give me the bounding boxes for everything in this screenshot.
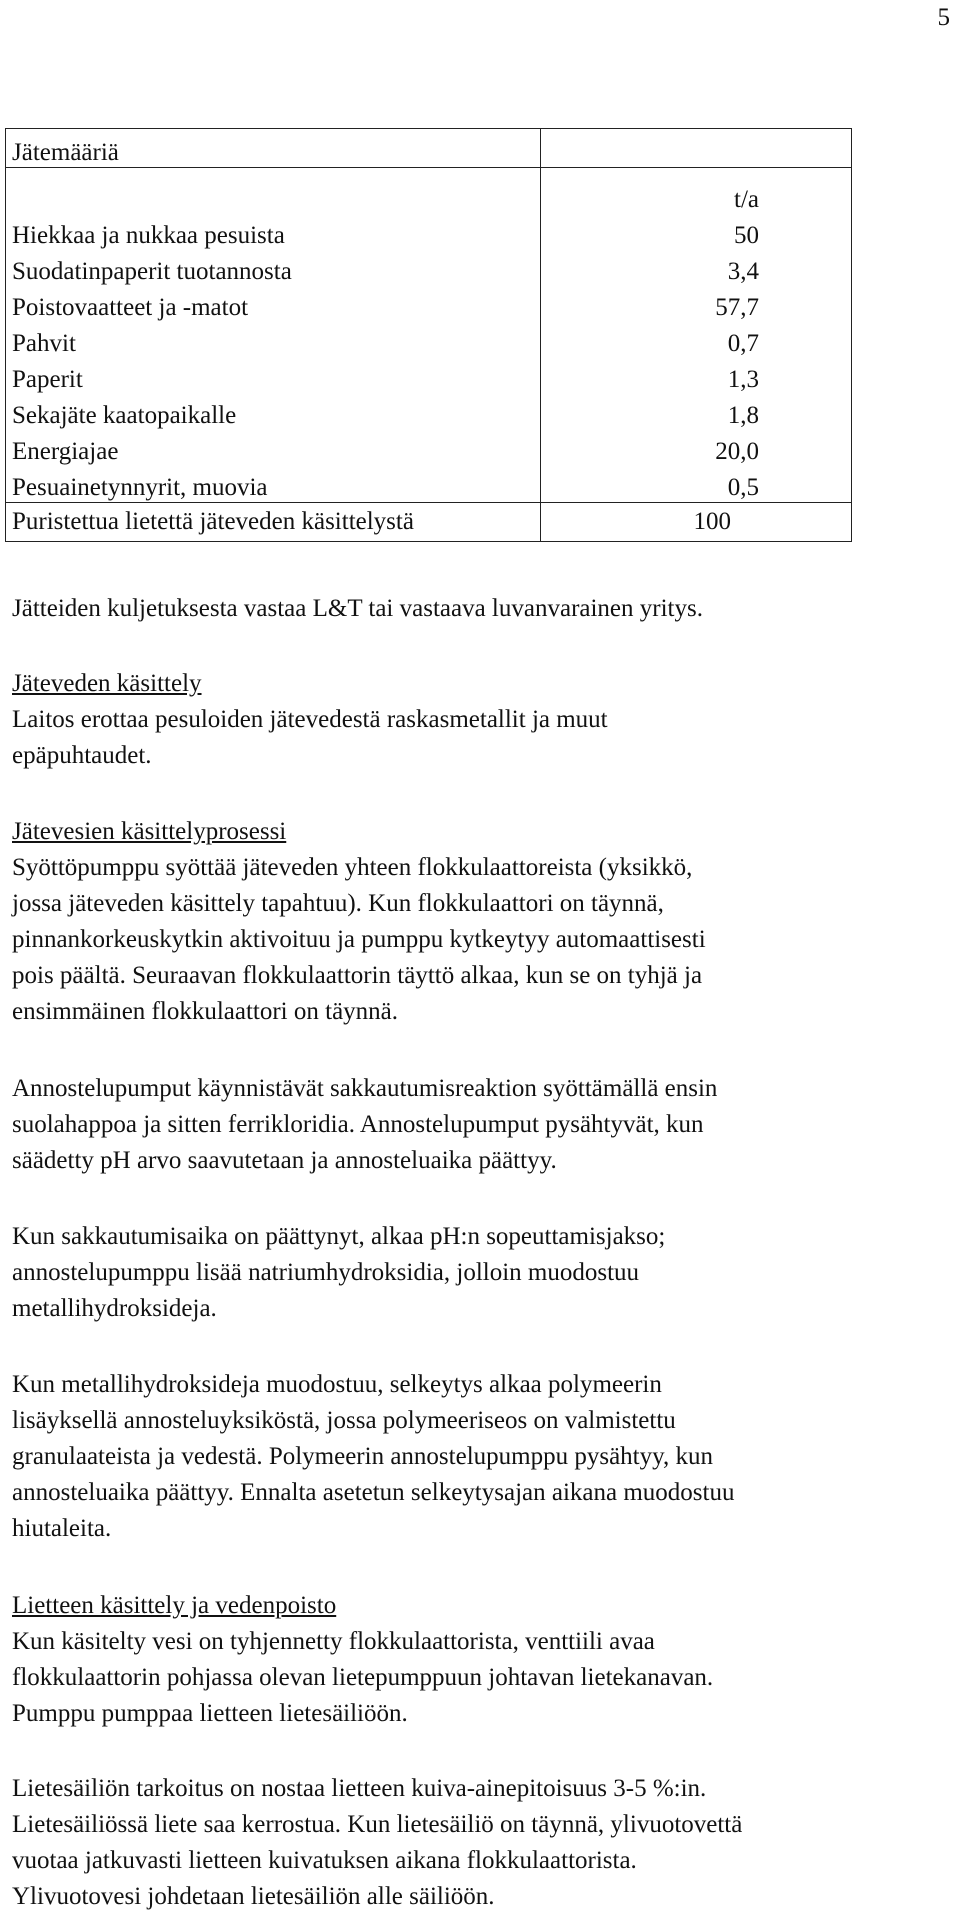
text-line: Pumppu pumppaa lietteen lietesäiliöön.	[12, 1700, 408, 1727]
table-row: Pesuainetynnyrit, muovia 0,5	[6, 466, 852, 503]
ph-paragraph	[12, 1219, 952, 1327]
text-line: ensimmäinen flokkulaattori on täynnä.	[12, 998, 399, 1025]
table-row: Paperit 1,3	[6, 358, 852, 394]
text-line: pinnankorkeuskytkin aktivoituu ja pumppu kytkeytyy automaattisesti	[12, 926, 706, 953]
table-row: Hiekkaa ja nukkaa pesuista 50	[6, 214, 852, 250]
table-row: Pahvit 0,7	[6, 322, 852, 358]
text-line: suolahappoa ja sitten ferrikloridia. Annostelupumput pysähtyvät, kun	[12, 1111, 704, 1138]
text-line: Ylivuotovesi johdetaan lietesäiliön alle säiliöön.	[12, 1883, 495, 1910]
process-section	[12, 814, 952, 1030]
treatment-section	[12, 666, 952, 774]
transport-note: Jätteiden kuljetuksesta vastaa L&T tai vastaava luvanvarainen yritys.	[12, 595, 703, 622]
text-line: Kun käsitelty vesi on tyhjennetty flokkulaattorista, venttiili avaa	[12, 1628, 655, 1655]
text-line: Kun metallihydroksideja muodostuu, selkeytys alkaa polymeerin	[12, 1371, 662, 1398]
table-row: Suodatinpaperit tuotannosta 3,4	[6, 250, 852, 286]
waste-table	[5, 128, 852, 542]
table-row: Sekajäte kaatopaikalle 1,8	[6, 394, 852, 430]
section-heading: Jäteveden käsittely	[12, 670, 202, 697]
text-line: Annostelupumput käynnistävät sakkautumisreaktion syöttämällä ensin	[12, 1075, 718, 1102]
text-line: pois päältä. Seuraavan flokkulaattorin täyttö alkaa, kun se on tyhjä ja	[12, 962, 703, 989]
text-line: Lietesäiliössä liete saa kerrostua. Kun lietesäiliö on täynnä, ylivuotovettä	[12, 1811, 743, 1838]
unit-header: t/a	[541, 168, 852, 215]
text-line: säädetty pH arvo saavutetaan ja annosteluaika päättyy.	[12, 1147, 557, 1174]
text-line: vuotaa jatkuvasti lietteen kuivatuksen aikana flokkulaattorista.	[12, 1847, 637, 1874]
section-heading: Jätevesien käsittelyprosessi	[12, 818, 287, 845]
page-number: 5	[937, 4, 950, 31]
text-line: epäpuhtaudet.	[12, 742, 152, 769]
text-line: annostelupumppu lisää natriumhydroksidia, jolloin muodostuu	[12, 1259, 640, 1286]
clarify-paragraph	[12, 1367, 952, 1547]
text-line: lisäyksellä annosteluyksiköstä, jossa polymeeriseos on valmistettu	[12, 1407, 676, 1434]
text-line: Laitos erottaa pesuloiden jätevedestä raskasmetallit ja muut	[12, 706, 608, 733]
table-row: Energiajae 20,0	[6, 430, 852, 466]
table-row: Poistovaatteet ja -matot 57,7	[6, 286, 852, 322]
sludge-section	[12, 1588, 952, 1732]
text-line: Kun sakkautumisaika on päättynyt, alkaa pH:n sopeuttamisjakso;	[12, 1223, 666, 1250]
section-heading: Lietteen käsittely ja vedenpoisto	[12, 1592, 337, 1619]
text-line: granulaateista ja vedestä. Polymeerin annostelupumppu pysähtyy, kun	[12, 1443, 713, 1470]
tank-paragraph	[12, 1771, 952, 1915]
text-line: hiutaleita.	[12, 1515, 112, 1542]
dosing-paragraph	[12, 1071, 952, 1179]
text-line: Lietesäiliön tarkoitus on nostaa lietteen kuiva-ainepitoisuus 3-5 %:in.	[12, 1775, 707, 1802]
table-row: Puristettua lietettä jäteveden käsittelystä 100	[6, 503, 852, 542]
text-line: annosteluaika päättyy. Ennalta asetetun selkeytysajan aikana muodostuu	[12, 1479, 735, 1506]
text-line: flokkulaattorin pohjassa olevan lietepumppuun johtavan lietekanavan.	[12, 1664, 714, 1691]
waste-table-title: Jätemääriä	[6, 129, 541, 168]
text-line: metallihydroksideja.	[12, 1295, 217, 1322]
text-line: jossa jäteveden käsittely tapahtuu). Kun flokkulaattori on täynnä,	[12, 890, 664, 917]
text-line: Syöttöpumppu syöttää jäteveden yhteen flokkulaattoreista (yksikkö,	[12, 854, 693, 881]
